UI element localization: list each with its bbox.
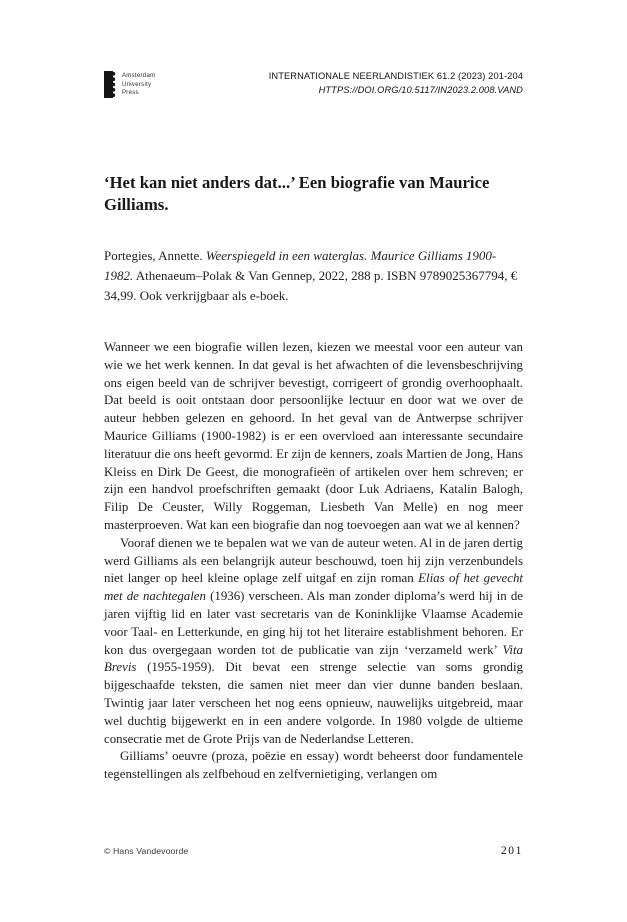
masthead — [104, 70, 523, 98]
journal-reference — [269, 70, 523, 97]
italic-text-segment: Elias of het gevecht met de nachtegalen — [104, 571, 523, 604]
italic-text-segment: Weerspiegeld in een waterglas. Maurice Gilliams 1900-1982. — [104, 248, 497, 283]
text-segment: Athenaeum–Polak & Van Gennep, 2022, 288 p. ISBN 9789025367794, € 34,99. Ook verkrijgbaar als e-boek. — [104, 268, 518, 303]
article-title: ‘Het kan niet anders dat...’ Een biografie van Maurice Gilliams. — [104, 173, 490, 214]
book-citation — [104, 246, 523, 306]
text-segment: Gilliams’ oeuvre (proza, poëzie en essay) wordt beheerst door fundamentele tegenstellingen als zelfbehoud en zelfvernietiging, verlangen om — [104, 749, 523, 782]
amsterdam-university-press-logo — [104, 70, 155, 98]
italic-text-segment: Vita Brevis — [104, 642, 523, 675]
text-segment: Wanneer we een biografie willen lezen, kiezen we meestal voor een auteur van wie we het werk kennen. In dat geval is het afwachten of die levensbeschrijving ons eigen beeld van de schrijver bevestigt, corrigeert of grondig overhoophaalt. Dat beeld is ooit ontstaan door persoonlijke lectuur en door wat we over de auteur hebben gelezen en gehoord. In het geval van de Antwerpse schrijver Maurice Gilliams (1900-1982) is er een overvloed aan interessante secundaire literatuur die ons heeft gevormd. Er zijn de kenners, zoals Martien de Jong, Hans Kleiss en Dirk De Geest, die monografieën of artikelen over hem schreven; er zijn een handvol proefschriften gemaakt (door Luk Adriaens, Katalin Balogh, Filip De Ceuster, Willy Roggeman, Liesbeth Van Melle) en nog meer masterproeven. Wat kan een biografie dan nog toevoegen aan wat we al kennen? — [104, 340, 523, 532]
page-footer — [104, 845, 523, 857]
article-body — [104, 339, 523, 784]
aup-book-spine-icon — [104, 71, 116, 98]
page-number: 201 — [500, 845, 523, 857]
copyright-notice: © Hans Vandevoorde — [104, 846, 189, 856]
publisher-name-line: Amsterdam — [122, 73, 156, 79]
text-segment: (1955-1959). Dit bevat een strenge selectie van soms grondig bijgeschaafde teksten, die samen niet meer dan vier dunne banden beslaan. Twintig jaar later verscheen het nog eens opnieuw, nauwelijks uitgebreid, maar wel duchtig bijgewerkt en in een andere volgorde. In 1980 volgde de ultieme consecratie met de Grote Prijs van de Nederlandse Letteren. — [104, 660, 523, 746]
publisher-name-line: Press — [122, 90, 139, 96]
journal-issue-line: INTERNATIONALE NEERLANDISTIEK 61.2 (2023) 201-204 — [268, 71, 523, 81]
body-paragraph — [104, 748, 523, 784]
publisher-name-line: University — [122, 81, 152, 88]
body-paragraph — [104, 535, 523, 749]
body-paragraph — [104, 339, 523, 535]
text-segment: Vooraf dienen we te bepalen wat we van de auteur weten. Al in de jaren dertig werd Gilliams als een belangrijk auteur beschouwd, toen hij zijn verzenbundels niet langer op heel kleine oplage zelf uitgaf en zijn roman — [104, 535, 523, 586]
publisher-name — [122, 70, 155, 98]
text-segment: (1936) verscheen. Als man zonder diploma’s werd hij in de jaren vijftig lid en later vast secretaris van de Koninklijke Vlaamse Academie voor Taal- en Letterkunde, en ging hij tot het literaire establishment behoren. Er kon dus overgegaan worden tot de publicatie van zijn ‘verzameld werk’ — [104, 589, 523, 657]
text-segment: Portegies, Annette. — [104, 248, 206, 263]
doi-link[interactable]: HTTPS://DOI.ORG/10.5117/IN2023.2.008.VAND — [318, 84, 523, 95]
